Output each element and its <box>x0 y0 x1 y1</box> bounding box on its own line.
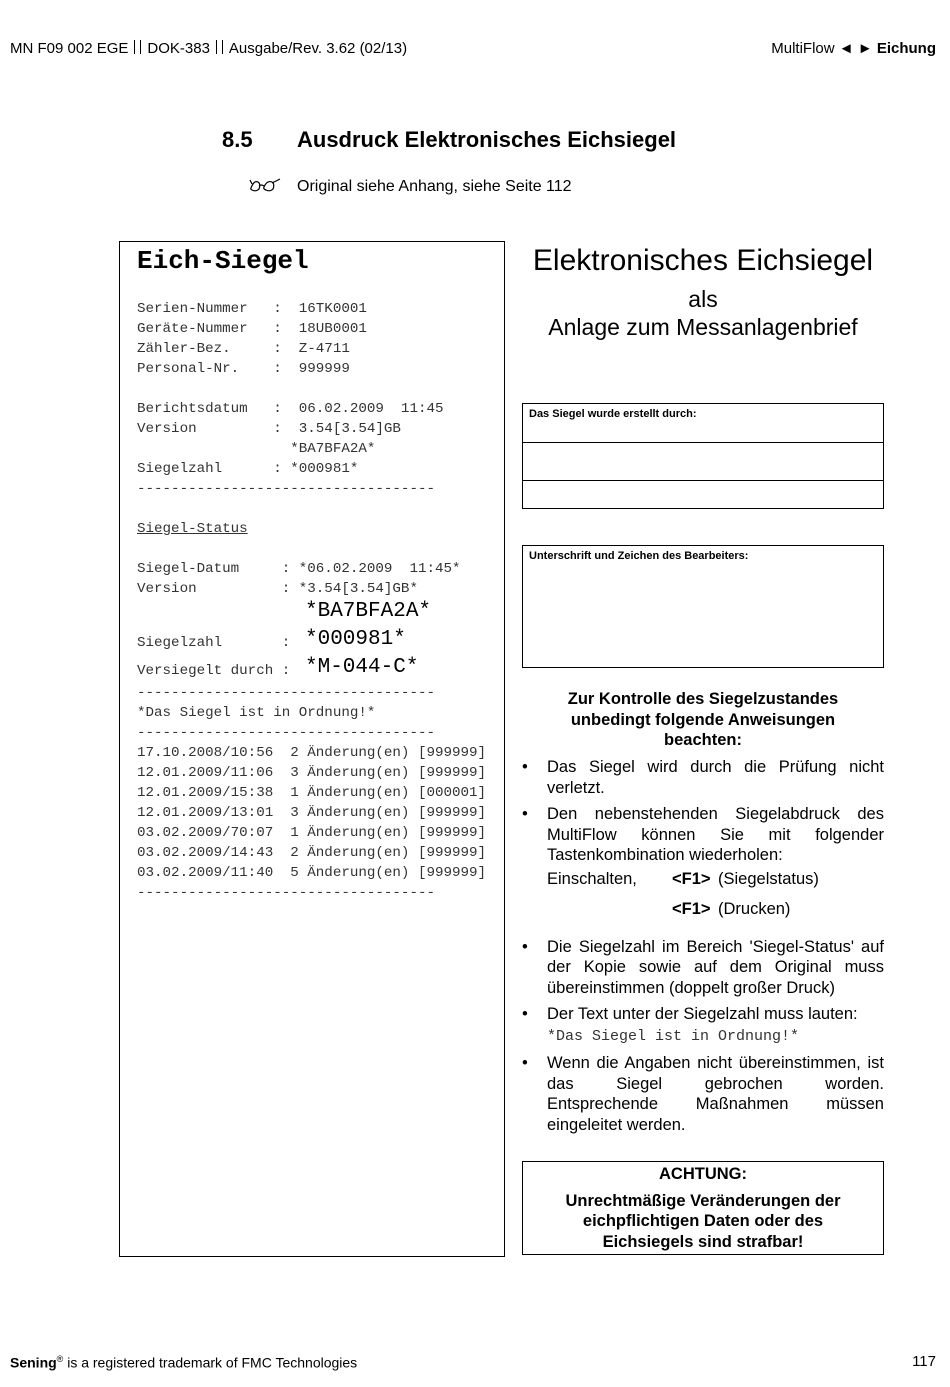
created-by-box <box>522 403 884 509</box>
status-line: Siegel-Datum : *06.02.2009 11:45* <box>137 561 461 577</box>
warning-line: Unrechtmäßige Veränderungen der <box>565 1191 841 1210</box>
separator <box>134 40 141 54</box>
receipt-info-line: Geräte-Nummer : 18UB0001 <box>137 321 367 337</box>
key-combination-row <box>520 899 884 929</box>
seal-receipt <box>119 241 505 1257</box>
list-item <box>520 757 884 798</box>
receipt-report-line: *BA7BFA2A* <box>137 441 376 457</box>
receipt-report-line: Siegelzahl : *000981* <box>137 461 359 477</box>
page-number: 117 <box>912 1353 936 1370</box>
bullet-icon: • <box>522 937 528 956</box>
list-item-text: Der Text unter der Siegelzahl muss lauten: <box>547 1005 858 1023</box>
created-by-label: Das Siegel wurde erstellt durch: <box>523 404 883 443</box>
warning-line: Eichsiegels sind strafbar! <box>602 1232 804 1251</box>
key-f1: <F1> <box>672 869 711 888</box>
bullet-icon: • <box>522 1054 528 1072</box>
receipt-info-line: Zähler-Bez. : Z-4711 <box>137 341 350 357</box>
signature-box <box>522 545 884 668</box>
list-item-text: Die Siegelzahl im Bereich 'Siegel-Status' auf der Kopie sowie auf dem Original muss übereinstimmen (doppelt großer Druck) <box>547 937 884 997</box>
right-subtitle: als <box>688 286 718 312</box>
status-checksum: *BA7BFA2A* <box>305 600 432 623</box>
signature-label: Unterschrift und Zeichen des Bearbeiters: <box>529 550 749 562</box>
log-entry: 12.01.2009/13:01 3 Änderung(en) [999999] <box>137 805 487 821</box>
right-title: Elektronisches Eichsiegel <box>532 244 874 277</box>
log-entry: 03.02.2009/70:07 1 Änderung(en) [999999] <box>137 825 487 841</box>
sealed-by-value: *M-044-C* <box>305 656 419 679</box>
log-entry: 03.02.2009/14:43 2 Änderung(en) [999999] <box>137 845 487 861</box>
key-action: (Drucken) <box>718 899 791 918</box>
chapter-name: Eichung <box>876 40 936 57</box>
header-chapter <box>771 40 936 57</box>
control-heading-line: Zur Kontrolle des Siegelzustandes <box>567 690 839 708</box>
control-heading <box>522 689 884 751</box>
list-item <box>520 937 884 999</box>
trademark-text: is a registered trademark of FMC Technologies <box>63 1354 358 1371</box>
warning-title: ACHTUNG: <box>659 1165 747 1183</box>
doc-id: MN F09 002 EGE <box>10 40 129 57</box>
bullet-icon: • <box>522 805 528 823</box>
footer-trademark <box>10 1354 357 1371</box>
receipt-report-line: Version : 3.54[3.54]GB <box>137 421 401 437</box>
seal-count-label: Siegelzahl : <box>137 635 291 651</box>
list-item <box>520 804 884 866</box>
receipt-divider: ----------------------------------- <box>137 725 435 741</box>
doc-ref: DOK-383 <box>147 40 210 57</box>
log-entry: 03.02.2009/11:40 5 Änderung(en) [999999] <box>137 865 487 881</box>
registered-mark: ® <box>56 1354 64 1364</box>
product-name: MultiFlow <box>771 40 835 57</box>
list-item <box>520 1004 884 1047</box>
header-doc-info <box>10 40 407 57</box>
control-heading-line: beachten: <box>664 731 742 749</box>
log-entry: 17.10.2008/10:56 2 Änderung(en) [999999] <box>137 745 487 761</box>
section-number: 8.5 <box>222 127 253 152</box>
doc-revision: Ausgabe/Rev. 3.62 (02/13) <box>228 40 408 57</box>
key-f1: <F1> <box>672 899 711 918</box>
key-label: Einschalten, <box>547 869 637 888</box>
glasses-icon <box>248 176 282 194</box>
bullet-icon: • <box>522 1005 528 1023</box>
sealed-by-label: Versiegelt durch : <box>137 663 291 679</box>
receipt-info-line: Personal-Nr. : 999999 <box>137 361 350 377</box>
log-entry: 12.01.2009/15:38 1 Änderung(en) [000001] <box>137 785 487 801</box>
arrows-icon: ◄ ► <box>838 40 873 57</box>
receipt-ok-message: *Das Siegel ist in Ordnung!* <box>137 705 376 721</box>
list-item <box>520 1053 884 1135</box>
warning-line: eichpflichtigen Daten oder des <box>582 1212 824 1230</box>
instruction-list <box>520 757 884 1141</box>
list-item-text: Das Siegel wird durch die Prüfung nicht verletzt. <box>547 758 884 797</box>
status-heading: Siegel-Status <box>137 521 248 537</box>
control-heading-line: unbedingt folgende Anweisungen <box>570 710 836 729</box>
created-by-line <box>523 443 883 481</box>
section-note: Original siehe Anhang, siehe Seite 112 <box>297 178 572 195</box>
receipt-divider: ----------------------------------- <box>137 481 435 497</box>
separator <box>216 40 223 54</box>
ok-message-example: *Das Siegel ist in Ordnung!* <box>547 1027 800 1045</box>
receipt-info-line: Serien-Nummer : 16TK0001 <box>137 301 367 317</box>
bullet-icon: • <box>522 758 528 776</box>
brand-name: Sening <box>10 1354 57 1371</box>
log-entry: 12.01.2009/11:06 3 Änderung(en) [999999] <box>137 765 487 781</box>
seal-count-value: *000981* <box>305 628 406 651</box>
status-line: Version : *3.54[3.54]GB* <box>137 581 418 597</box>
receipt-title: Eich-Siegel <box>137 246 309 276</box>
list-item-text: Den nebenstehenden Siegelabdruck des MultiFlow können Sie mit folgender Tastenkombination wiederholen: <box>547 805 884 864</box>
receipt-report-line: Berichtsdatum : 06.02.2009 11:45 <box>137 401 444 417</box>
receipt-divider: ----------------------------------- <box>137 885 435 901</box>
section-title: Ausdruck Elektronisches Eichsiegel <box>297 127 677 152</box>
right-subtitle: Anlage zum Messanlagenbrief <box>548 314 858 340</box>
warning-box <box>522 1161 884 1255</box>
receipt-divider: ----------------------------------- <box>137 685 435 701</box>
list-item-text: Wenn die Angaben nicht übereinstimmen, ist das Siegel gebrochen worden. Entsprechende Maßnahmen müssen eingeleitet werden. <box>547 1054 884 1134</box>
key-combination-row <box>520 869 884 899</box>
key-action: (Siegelstatus) <box>718 869 819 888</box>
